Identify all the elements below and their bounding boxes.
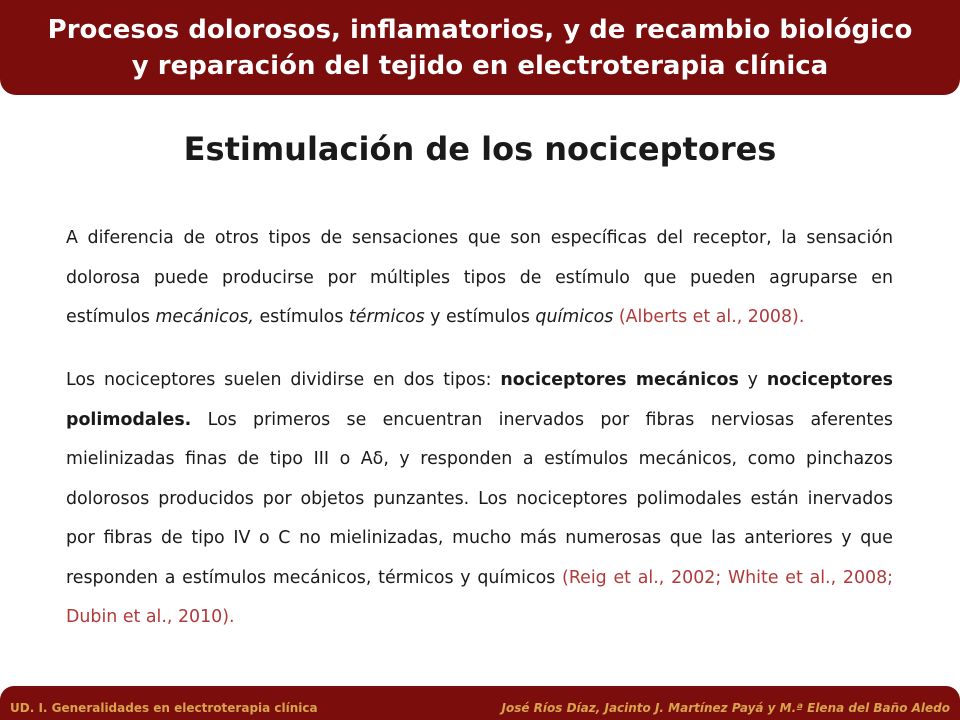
- paragraph-1-text-2: estímulos: [253, 307, 349, 327]
- paragraph-1-italic-termicos: térmicos: [348, 307, 425, 327]
- paragraph-1: [66, 219, 893, 338]
- paragraph-2-text-3: Los primeros se encuentran inervados por fibras nerviosas aferentes mielinizadas finas de tipo III o Aδ, y responden a estímulos mecánicos, como pinchazos dolorosos producidos por objetos punzantes. Los nociceptores polimodales están inervados por fibras de tipo IV o C no mielinizadas, mucho más numerosas que las anteriores y que responden a estímulos mecánicos, térmicos y químicos: [66, 409, 893, 588]
- paragraph-2-text-1: Los nociceptores suelen dividirse en dos tipos:: [66, 370, 501, 390]
- paragraph-2-text-2: y: [738, 370, 767, 390]
- header-title-line-1: Procesos dolorosos, inflamatorios, y de recambio biológico: [47, 14, 913, 45]
- header-title-line-2: y reparación del tejido en electroterapia clínica: [131, 50, 829, 81]
- paragraph-1-citation: (Alberts et al., 2008).: [618, 307, 805, 327]
- footer-bar: [0, 686, 960, 720]
- paragraph-2-bold-polimodales: nociceptores polimodales.: [66, 370, 893, 430]
- paragraph-1-italic-quimicos: químicos: [535, 307, 614, 327]
- paragraph-2-citation: (Reig et al., 2002; White et al., 2008; Dubin et al., 2010).: [66, 567, 893, 627]
- footer-authors: José Ríos Díaz, Jacinto J. Martínez Payá y M.ª Elena del Baño Aledo: [501, 701, 950, 715]
- paragraph-1-italic-mecanicos: mecánicos,: [155, 307, 254, 327]
- paragraph-1-text-1: A diferencia de otros tipos de sensaciones que son específicas del receptor, la sensación dolorosa puede producirse por múltiples tipos de estímulo que pueden agruparse en estímulos: [66, 228, 893, 327]
- paragraph-2-bold-mecanicos: nociceptores mecánicos: [500, 370, 739, 390]
- paragraph-2: [66, 361, 893, 638]
- header-banner: [0, 0, 960, 95]
- footer-course-unit: UD. I. Generalidades en electroterapia clínica: [10, 701, 318, 715]
- slide-title: Estimulación de los nociceptores: [183, 130, 777, 168]
- paragraph-1-text-3: y estímulos: [424, 307, 536, 327]
